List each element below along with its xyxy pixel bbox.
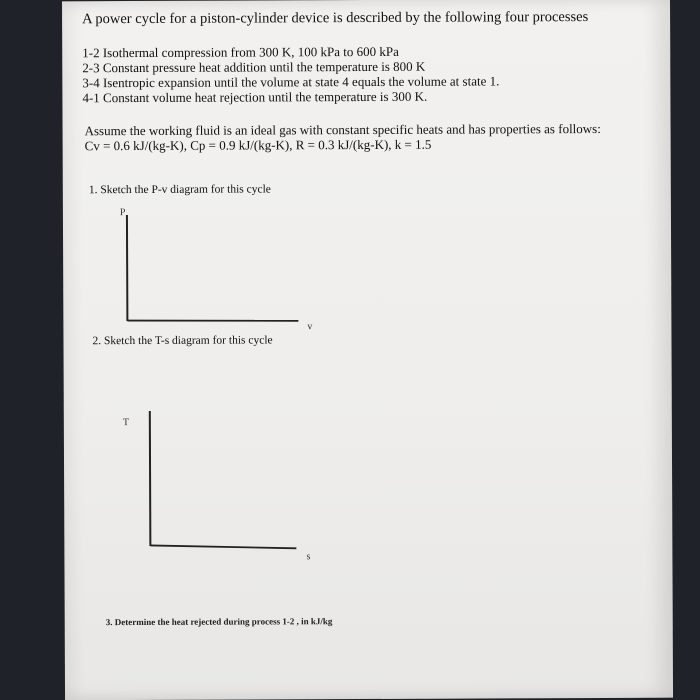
ts-diagram-axes	[146, 410, 317, 556]
question-1: 1. Sketch the P-v diagram for this cycle	[89, 183, 271, 196]
process-3-4: 3-4 Isentropic expansion until the volume at state 4 equals the volume at state 1.	[82, 73, 499, 90]
worksheet-page	[62, 0, 673, 700]
problem-title: A power cycle for a piston-cylinder device is described by the following four processes	[82, 9, 588, 28]
assumption-line-1: Assume the working fluid is an ideal gas with constant specific heats and has properties as follows:	[85, 121, 601, 139]
process-4-1: 4-1 Constant volume heat rejection until the temperature is 300 K.	[82, 89, 427, 106]
ts-y-axis-label: T	[123, 417, 129, 428]
question-3: 3. Determine the heat rejected during process 1-2 , in kJ/kg	[106, 616, 333, 627]
pv-y-axis-label: P	[120, 207, 126, 218]
pv-x-axis-label: v	[307, 321, 312, 332]
ts-x-axis-label: s	[306, 551, 310, 562]
process-1-2: 1-2 Isothermal compression from 300 K, 100 kPa to 600 kPa	[82, 44, 399, 60]
process-2-3: 2-3 Constant pressure heat addition until the temperature is 800 K	[82, 59, 425, 75]
question-2: 2. Sketch the T-s diagram for this cycle	[92, 334, 272, 347]
pv-diagram-axes	[123, 214, 313, 325]
assumption-line-2: Cv = 0.6 kJ/(kg-K), Cp = 0.9 kJ/(kg-K), R = 0.3 kJ/(kg-K), k = 1.5	[85, 137, 432, 155]
